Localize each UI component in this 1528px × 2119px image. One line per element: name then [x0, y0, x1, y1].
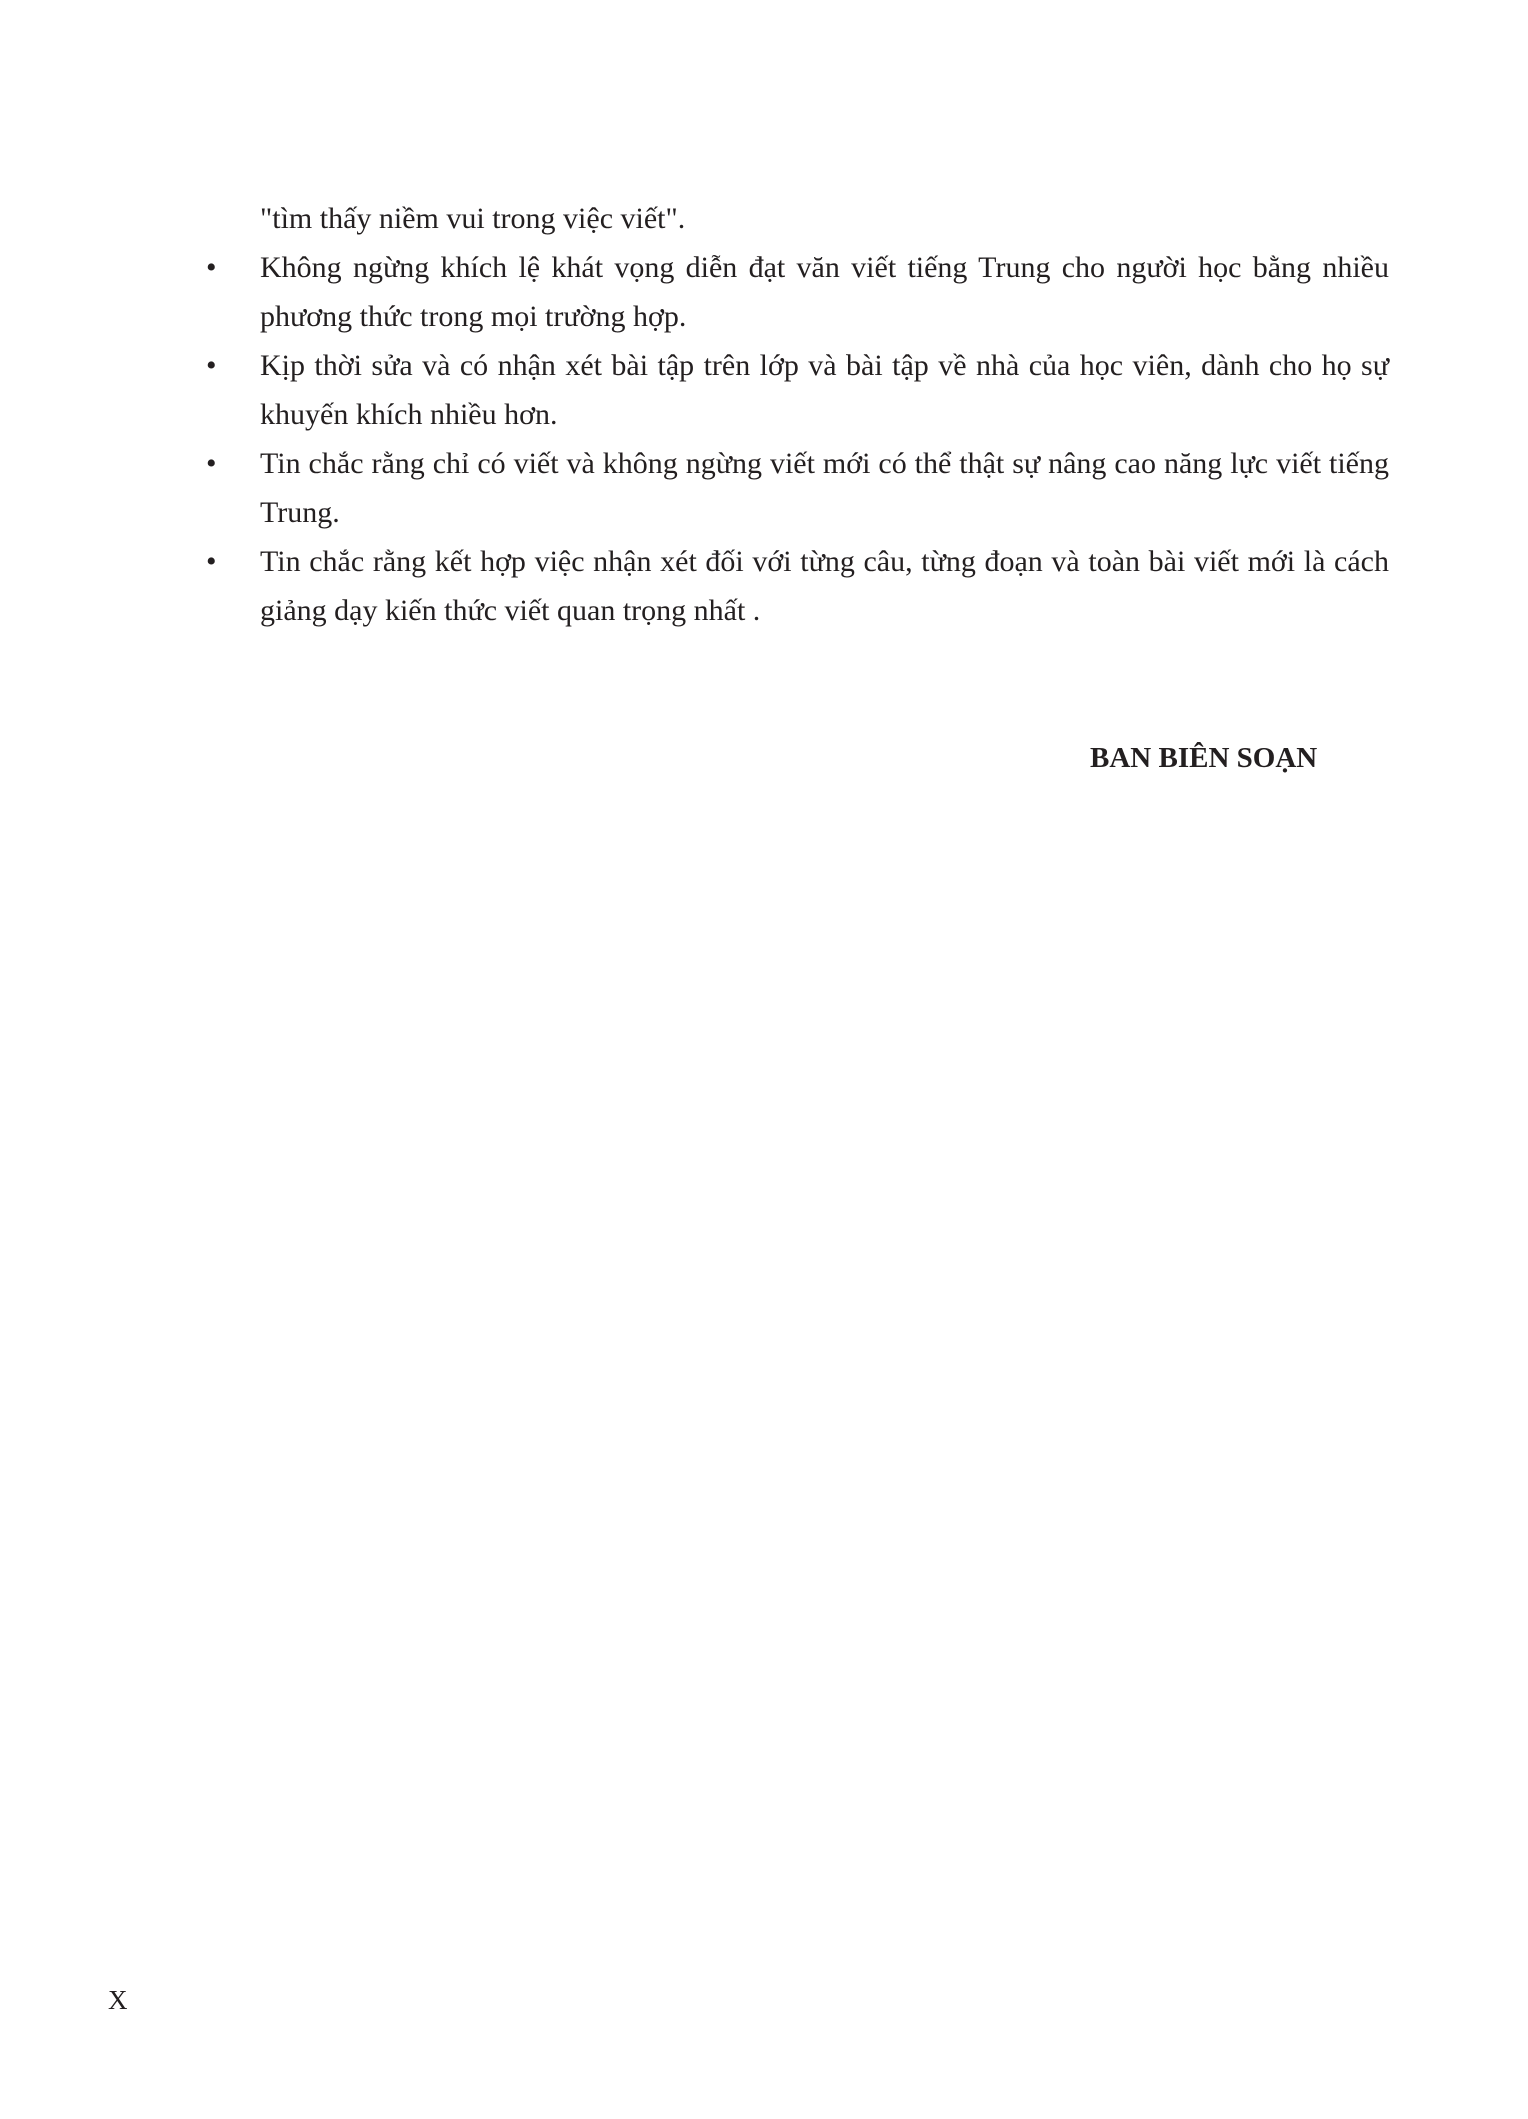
bullet-item-3 [206, 439, 1389, 537]
bullet-text: Tin chắc rằng chỉ có viết và không ngừng viết mới có thể thật sự nâng cao năng lực viết tiếng Trung. [260, 447, 1389, 529]
bullet-icon: • [206, 545, 217, 578]
bullet-list [206, 243, 1389, 635]
bullet-text: Tin chắc rằng kết hợp việc nhận xét đối với từng câu, từng đoạn và toàn bài viết mới là cách giảng dạy kiến thức viết quan trọng nhất . [260, 545, 1389, 627]
bullet-item-4 [206, 537, 1389, 635]
page-number: X [108, 1985, 128, 2015]
bullet-icon: • [206, 251, 217, 284]
bullet-text: Không ngừng khích lệ khát vọng diễn đạt văn viết tiếng Trung cho người học bằng nhiều phương thức trong mọi trường hợp. [260, 251, 1389, 333]
continuation-line: "tìm thấy niềm vui trong việc viết". [260, 202, 686, 235]
bullet-icon: • [206, 447, 217, 480]
bullet-icon: • [206, 349, 217, 382]
signature: BAN BIÊN SOẠN [1090, 742, 1318, 774]
bullet-text: Kịp thời sửa và có nhận xét bài tập trên lớp và bài tập về nhà của học viên, dành cho họ sự khuyến khích nhiều hơn. [260, 349, 1389, 431]
bullet-item-1 [206, 243, 1389, 341]
bullet-item-2 [206, 341, 1389, 439]
